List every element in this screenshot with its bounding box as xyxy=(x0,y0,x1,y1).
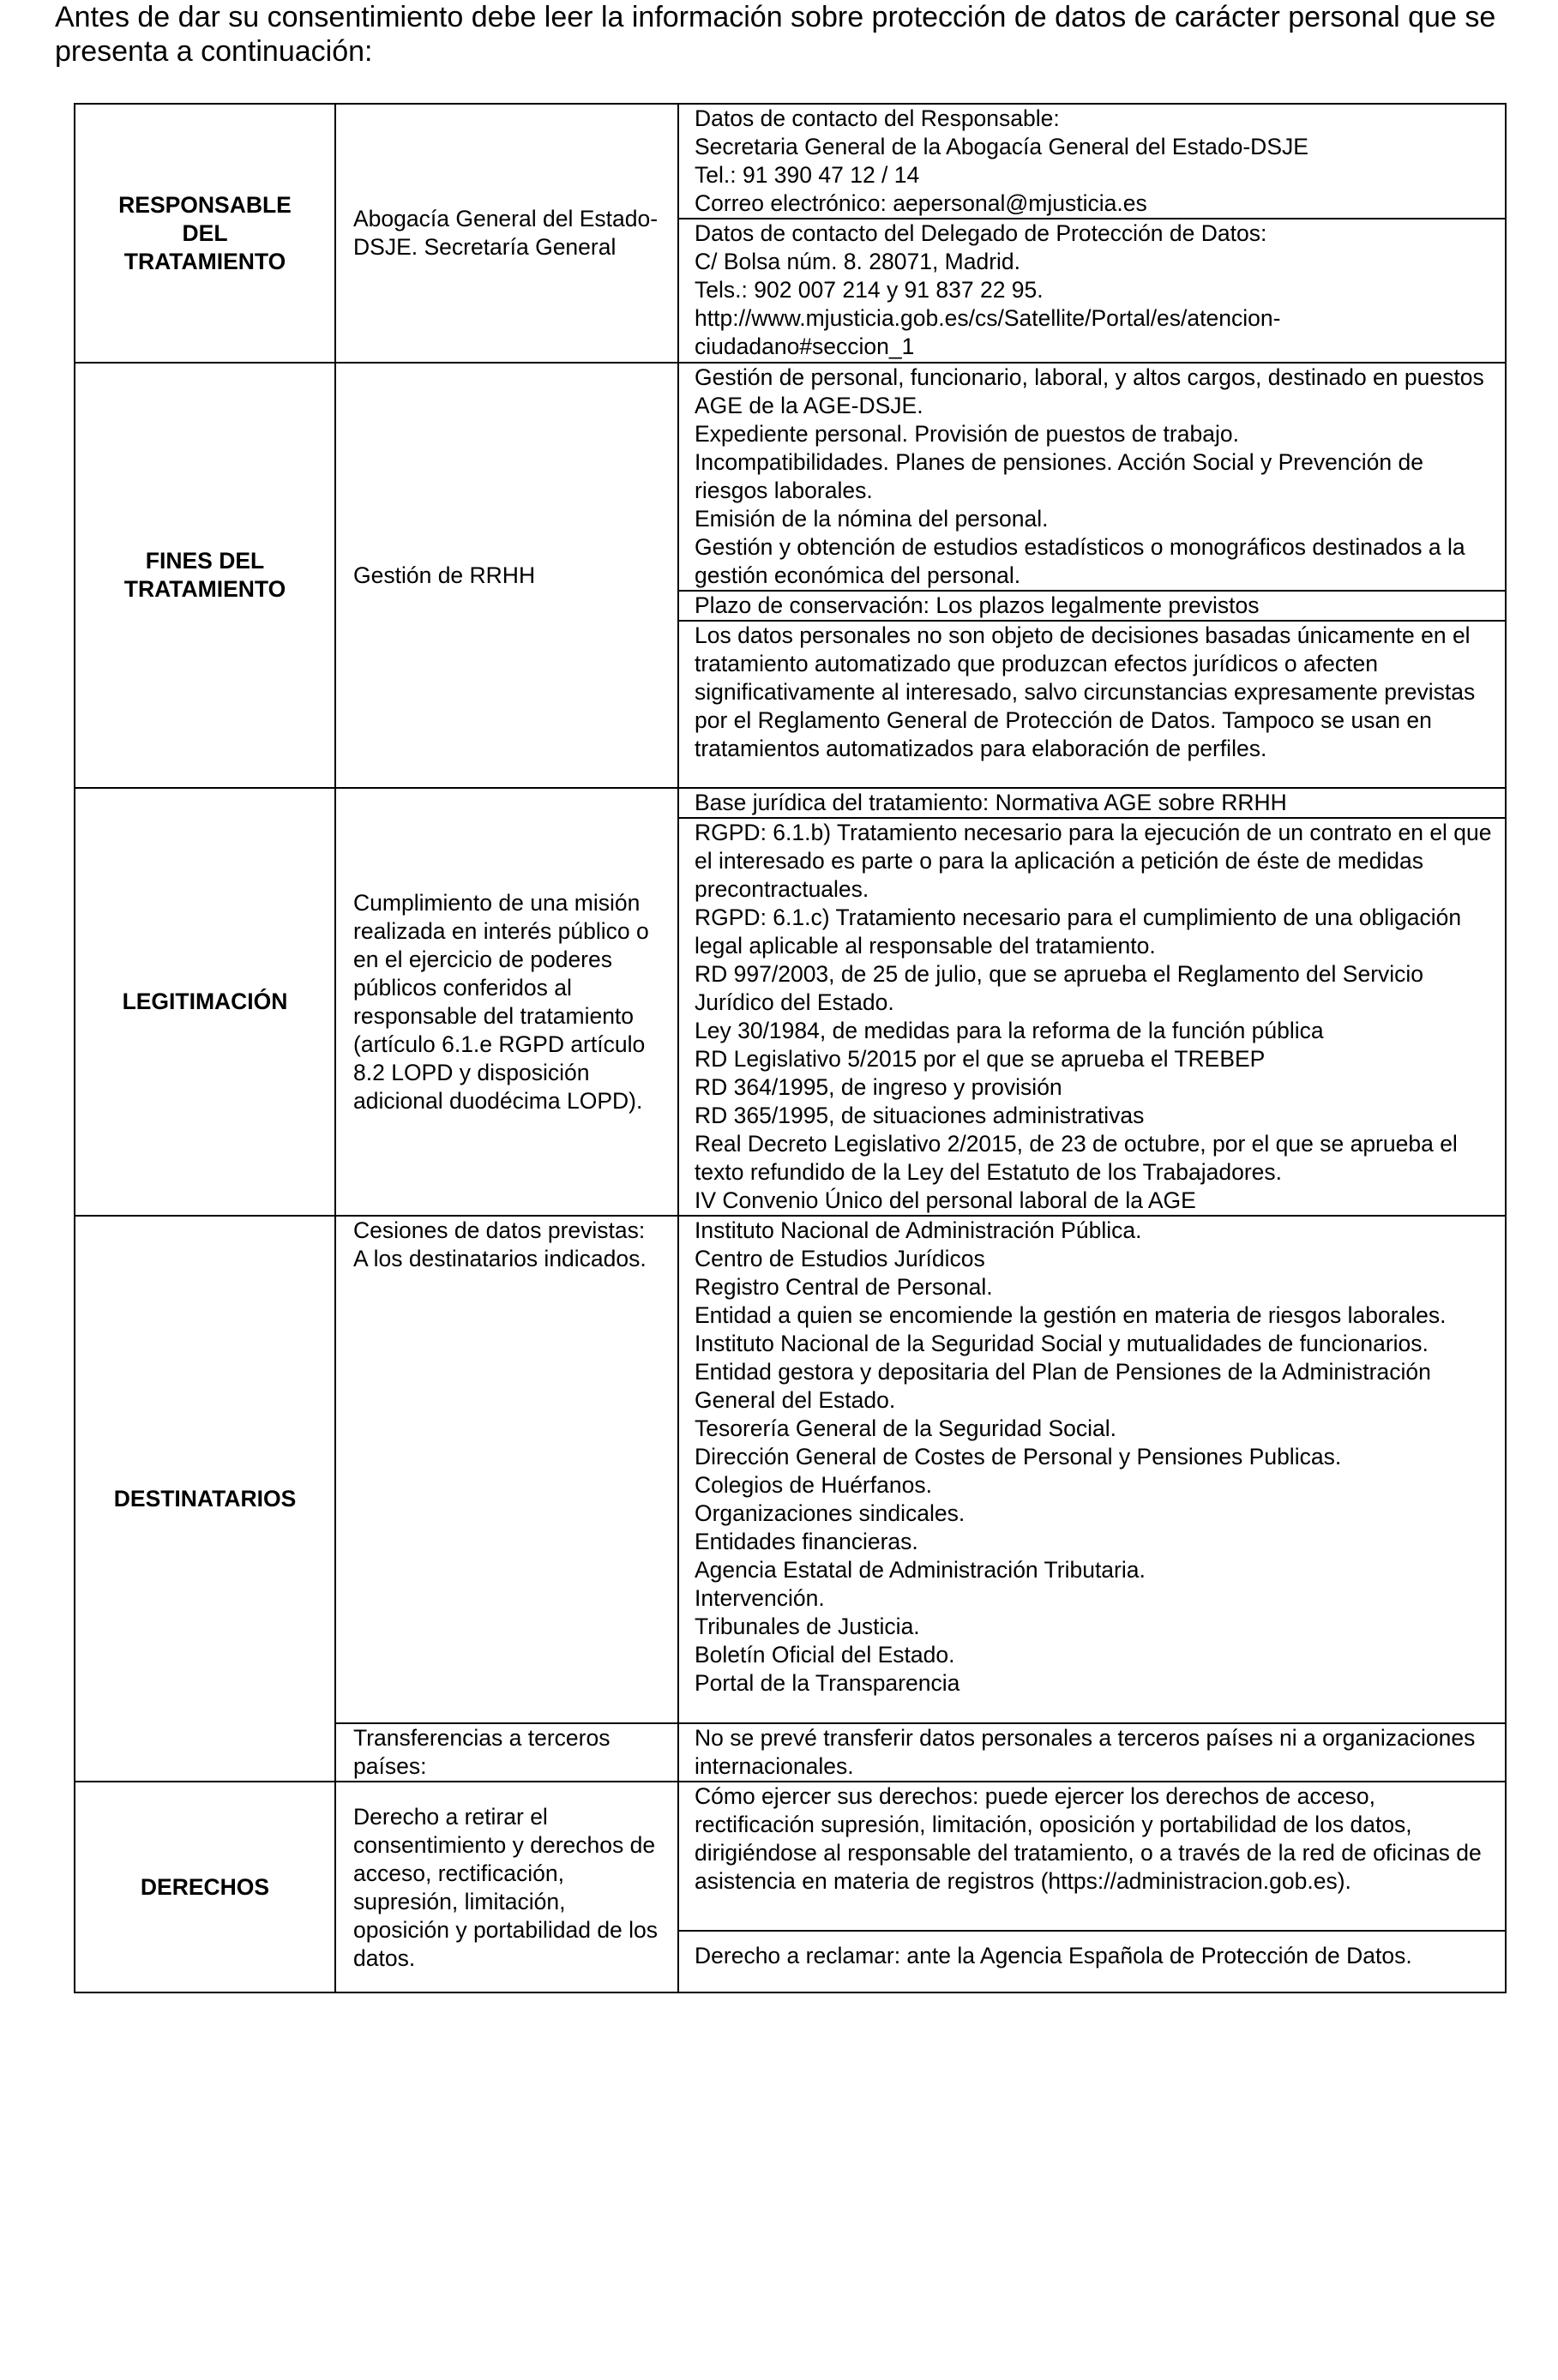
info-responsable xyxy=(678,104,1506,363)
label-destinatarios: DESTINATARIOS xyxy=(75,1216,335,1782)
info-destinatarios xyxy=(678,1216,1506,1782)
info-derechos-exercise: Cómo ejercer sus derechos: puede ejercer los derechos de acceso, rectificación supresión, limitación, oposición y portabilidad de los datos, dirigiéndose al responsable del tratamiento, o a través de la red de oficinas de asistencia en materia de registros (https://administracion.gob.es). xyxy=(695,1783,1482,1894)
info-legitimacion-basis: Base jurídica del tratamiento: Normativa AGE sobre RRHH xyxy=(695,790,1287,815)
info-legitimacion xyxy=(678,788,1506,1216)
intro-text: Antes de dar su consentimiento debe leer la información sobre protección de datos de carácter personal que se presenta a continuación: xyxy=(55,1,1496,68)
label-fines: FINES DEL TRATAMIENTO xyxy=(75,363,335,788)
label-derechos: DERECHOS xyxy=(75,1782,335,1992)
info-derechos xyxy=(678,1782,1506,1992)
table-row-derechos xyxy=(75,1782,1506,1992)
info-fines-retention: Plazo de conservación: Los plazos legalmente previstos xyxy=(679,590,1505,620)
label-legitimacion: LEGITIMACIÓN xyxy=(75,788,335,1216)
label-responsable: RESPONSABLE DEL TRATAMIENTO xyxy=(75,104,335,363)
info-fines-automation: Los datos personales no son objeto de decisiones basadas únicamente en el tratamiento automatizado que produzcan efectos jurídicos o afecten significativamente al interesado, salvo circunstancias expresamente previstas por el Reglamento General de Protección de Datos. Tampoco se usan en tratamientos automatizados para elaboración de perfiles. xyxy=(679,620,1505,763)
info-fines xyxy=(678,363,1506,788)
info-fines-purposes: Gestión de personal, funcionario, laboral, y altos cargos, destinado en puestos AGE de la AGE-DSJE. Expediente personal. Provisión de puestos de trabajo. Incompatibilidades. Planes de pensiones. Acción Social y Prevención de riesgos laborales. Emisión de la nómina del personal. Gestión y obtención de estudios estadísticos o monográficos destinados a la gestión económica del personal. xyxy=(695,364,1484,588)
data-protection-table xyxy=(74,103,1507,1993)
info-destinatarios-list: Instituto Nacional de Administración Pública. Centro de Estudios Jurídicos Registro Central de Personal. Entidad a quien se encomiende la gestión en materia de riesgos laborales. Instituto Nacional de la Seguridad Social y mutualidades de funcionarios. Entidad gestora y depositaria del Plan de Pensiones de la Administración General del Estado. Tesorería General de la Seguridad Social. Dirección General de Costes de Personal y Pensiones Publicas. Colegios de Huérfanos. Organizaciones sindicales. Entidades financieras. Agencia Estatal de Administración Tributaria. Intervención. Tribunales de Justicia. Boletín Oficial del Estado. Portal de la Transparencia xyxy=(695,1217,1447,1696)
middle-responsable: Abogacía General del Estado-DSJE. Secretaría General xyxy=(335,104,678,363)
middle-destinatarios-transferencias: Transferencias a terceros países: xyxy=(336,1722,677,1781)
table-row-destinatarios xyxy=(75,1216,1506,1782)
middle-derechos: Derecho a retirar el consentimiento y derechos de acceso, rectificación, supresión, limitación, oposición y portabilidad de los datos. xyxy=(335,1782,678,1992)
table-row-fines xyxy=(75,363,1506,788)
middle-destinatarios xyxy=(335,1216,678,1782)
info-responsable-contact: Datos de contacto del Responsable: Secretaria General de la Abogacía General del Estado-DSJE Tel.: 91 390 47 12 / 14 Correo electrónico: aepersonal@mjusticia.es xyxy=(695,105,1308,216)
middle-legitimacion: Cumplimiento de una misión realizada en interés público o en el ejercicio de poderes públicos conferidos al responsable del tratamiento (artículo 6.1.e RGPD artículo 8.2 LOPD y disposición adicional duodécima LOPD). xyxy=(335,788,678,1216)
table-row-legitimacion xyxy=(75,788,1506,1216)
middle-destinatarios-cesiones: Cesiones de datos previstas: A los destinatarios indicados. xyxy=(353,1217,647,1271)
info-derechos-claim: Derecho a reclamar: ante la Agencia Española de Protección de Datos. xyxy=(679,1930,1505,1992)
table-row-responsable xyxy=(75,104,1506,363)
info-legitimacion-laws: RGPD: 6.1.b) Tratamiento necesario para la ejecución de un contrato en el que el interesado es parte o para la aplicación a petición de éste de medidas precontractuales. RGPD: 6.1.c) Tratamiento necesario para el cumplimiento de una obligación legal aplicable al responsable del tratamiento. RD 997/2003, de 25 de julio, que se aprueba el Reglamento del Servicio Jurídico del Estado. Ley 30/1984, de medidas para la reforma de la función pública RD Legislativo 5/2015 por el que se aprueba el TREBEP RD 364/1995, de ingreso y provisión RD 365/1995, de situaciones administrativas Real Decreto Legislativo 2/2015, de 23 de octubre, por el que se aprueba el texto refundido de la Ley del Estatuto de los Trabajadores. IV Convenio Único del personal laboral de la AGE xyxy=(679,817,1505,1215)
info-destinatarios-transfers: No se prevé transferir datos personales a terceros países ni a organizaciones internacionales. xyxy=(679,1722,1505,1781)
middle-fines: Gestión de RRHH xyxy=(335,363,678,788)
info-responsable-dpo: Datos de contacto del Delegado de Protección de Datos: C/ Bolsa núm. 8. 28071, Madrid. Tels.: 902 007 214 y 91 837 22 95. http://www.mjusticia.gob.es/cs/Satellite/Portal/es/atencion- ciudadano#seccion_1 xyxy=(679,218,1505,361)
